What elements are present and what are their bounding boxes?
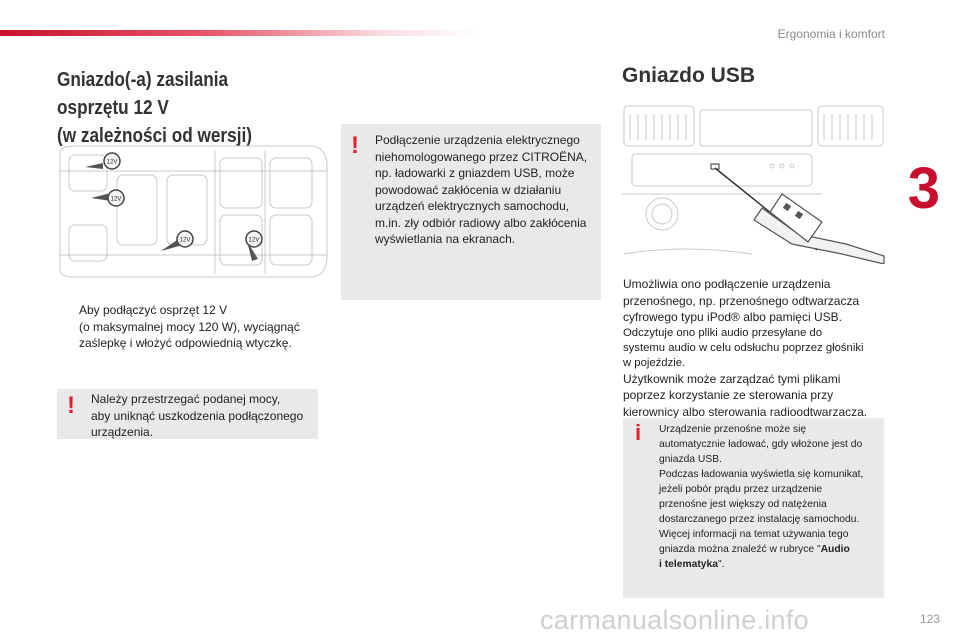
usb-description: [623, 276, 893, 420]
usb-info-line: Więcej informacji na temat używania tego: [659, 529, 849, 540]
device-warning-line: urządzeń elektrycznych samochodu,: [375, 199, 570, 213]
usb-info-line-with-link: gniazda można znaleźć w rubryce "Audio: [659, 544, 850, 555]
socket-label-3: 12V: [179, 237, 191, 244]
device-warning-line: powodować zakłócenia w działaniu: [375, 182, 562, 197]
usb-plug: [754, 194, 884, 264]
usb-description-line: w pojeździe.: [623, 356, 686, 369]
usb-description-line: Odczytuje ono pliki audio przesyłane do: [623, 326, 823, 339]
socket-12v-1: [104, 153, 120, 169]
socket-12v-3: [177, 231, 193, 247]
page-number: 123: [919, 612, 940, 626]
socket-12v-4: [246, 231, 262, 247]
vehicle-interior-diagram: [55, 143, 331, 280]
usb-info-line: Urządzenie przenośne może się: [659, 424, 807, 435]
power-warning-box: [57, 389, 318, 439]
usb-description-line: przenośnego, np. przenośnego odtwarzacza: [623, 293, 860, 308]
usb-description-line: kierownicy albo sterowania radioodtwarzacza.: [623, 404, 868, 419]
bullet-line-1: Aby podłączyć osprzęt 12 V: [79, 303, 228, 317]
usb-info-line-with-link: i telematyka".: [659, 559, 725, 570]
usb-description-line: poprzez korzystanie ze sterowania przy: [623, 388, 834, 402]
power-warning-line-3: urządzenia.: [91, 425, 154, 439]
audio-link[interactable]: Audio: [820, 544, 850, 555]
usb-description-line: cyfrowego typu iPod® albo pamięci USB.: [623, 310, 842, 324]
usb-description-line: Użytkownik może zarządzać tymi plikami: [623, 371, 841, 386]
watermark: carmanualsonline.info: [540, 605, 809, 635]
left-heading-line1: Gniazdo(-a) zasilania osprzętu 12 V: [57, 69, 229, 119]
device-warning-line: niehomologowanego przez CITROËNA,: [375, 149, 588, 164]
socket-label-4: 12V: [248, 237, 260, 244]
left-heading-line2: (w zależności od wersji): [57, 125, 252, 147]
bullet-line-2: (o maksymalnej mocy 120 W), wyciągnąć: [79, 319, 300, 334]
usb-socket-diagram: [622, 104, 885, 264]
usb-info-line: przenośne jest większy od natężenia: [659, 499, 827, 510]
chapter-number: 3: [907, 156, 940, 221]
socket-label-1: 12V: [106, 159, 118, 166]
usb-info-line: dostarczanego przez instalację samochodu.: [659, 514, 860, 525]
socket-12v-2: [108, 190, 124, 206]
power-warning-line-1: Należy przestrzegać podanej mocy,: [91, 392, 281, 406]
telematics-link[interactable]: i telematyka: [659, 559, 718, 570]
usb-section-title: Gniazdo USB: [622, 64, 756, 87]
left-heading: [57, 66, 298, 150]
device-warning-line: Podłączenie urządzenia elektrycznego: [375, 133, 580, 147]
warning-icon: !: [67, 392, 75, 419]
usb-description-line: systemu audio w celu odsłuchu poprzez głośniki: [623, 341, 864, 354]
power-warning-text: [91, 391, 316, 441]
device-warning-text: [375, 132, 599, 248]
info-icon: i: [635, 420, 642, 445]
section-title: Ergonomia i komfort: [777, 27, 885, 41]
device-warning-line: np. ładowarki z gniazdem USB, może: [375, 166, 575, 180]
header-accent-bar: [0, 30, 480, 36]
device-warning-line: wyświetlania na ekranach.: [375, 232, 516, 246]
usb-info-line: Podczas ładowania wyświetla się komunikat,: [659, 469, 864, 480]
usb-info-line: automatycznie ładować, gdy włożone jest do: [659, 439, 863, 450]
usb-info-box: [623, 418, 884, 598]
usb-info-line: gniazda USB.: [659, 454, 722, 465]
bullet-line-3: zaślepkę i włożyć odpowiednią wtyczkę.: [79, 336, 292, 350]
usb-info-text: [659, 422, 881, 572]
device-warning-box: [341, 124, 601, 300]
connect-instructions: [79, 302, 339, 352]
usb-description-line: Umożliwia ono podłączenie urządzenia: [623, 277, 831, 291]
usb-info-line: jeżeli pobór prądu przez urządzenie: [659, 484, 823, 495]
socket-label-2: 12V: [110, 196, 122, 203]
warning-icon: !: [351, 132, 359, 159]
pointer-arrow-1: [85, 163, 103, 169]
power-warning-line-2: aby uniknąć uszkodzenia podłączonego: [91, 408, 304, 423]
device-warning-line: m.in. zły odbiór radiowy albo zakłócenia: [375, 215, 587, 230]
